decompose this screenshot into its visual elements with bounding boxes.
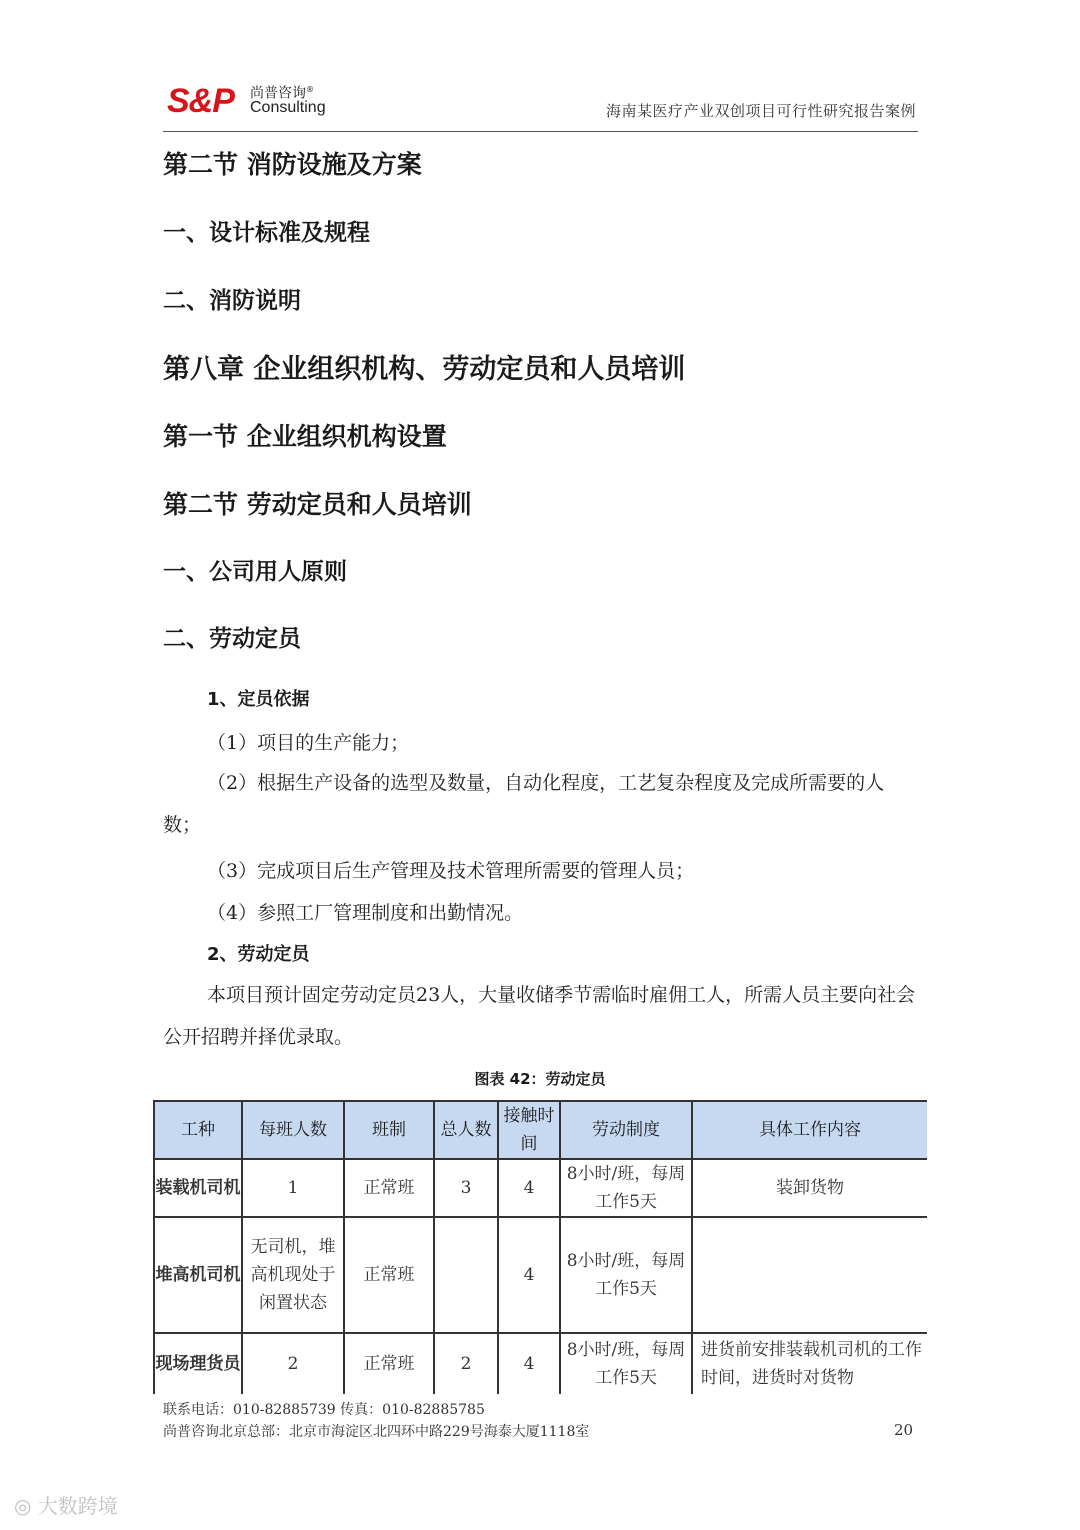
cell-work-content: 进货前安排装载机司机的工作时间，进货时对货物 xyxy=(692,1333,927,1394)
subheading-hiring-principle: 一、公司用人原则 xyxy=(163,559,347,585)
table-row xyxy=(154,1217,927,1333)
subheading-design-standards: 一、设计标准及规程 xyxy=(163,220,370,246)
subheading-fire-description: 二、消防说明 xyxy=(163,288,301,314)
cell-contact-time: 4 xyxy=(498,1217,560,1333)
basis-item: （3）完成项目后生产管理及技术管理所需要的管理人员； xyxy=(207,860,695,882)
basis-item: （1）项目的生产能力； xyxy=(207,732,410,754)
basis-item: （2）根据生产设备的选型及数量，自动化程度，工艺复杂程度及完成所需要的人数； xyxy=(163,772,885,836)
header-work-content: 具体工作内容 xyxy=(692,1101,927,1159)
cell-work-content: 装卸货物 xyxy=(692,1159,927,1217)
page-header xyxy=(163,70,918,132)
chapter-heading: 第八章 企业组织机构、劳动定员和人员培训 xyxy=(163,354,686,385)
header-shift-system: 班制 xyxy=(344,1101,434,1159)
quota-paragraph: 本项目预计固定劳动定员23人，大量收储季节需临时雇佣工人，所需人员主要向社会公开招聘并择优录取。 xyxy=(163,984,916,1048)
section-heading-labor: 第二节 劳动定员和人员培训 xyxy=(163,490,472,519)
cell-total: 2 xyxy=(434,1333,498,1394)
cell-shift-system: 正常班 xyxy=(344,1217,434,1333)
table-row xyxy=(154,1159,927,1217)
logo-chinese-name: 尚普咨询® xyxy=(250,85,314,102)
watermark-text: 大数跨境 xyxy=(37,1494,118,1518)
cell-job-type: 装载机司机 xyxy=(154,1159,242,1217)
cell-job-type: 现场理货员 xyxy=(154,1333,242,1394)
basis-heading: 1、定员依据 xyxy=(207,689,310,710)
subheading-labor-quota: 二、劳动定员 xyxy=(163,626,301,652)
header-per-shift: 每班人数 xyxy=(242,1101,344,1159)
footer-contact: 联系电话：010-82885739 传真：010-82885785 xyxy=(163,1402,485,1418)
cell-total xyxy=(434,1217,498,1333)
cell-per-shift: 1 xyxy=(242,1159,344,1217)
header-total: 总人数 xyxy=(434,1101,498,1159)
cell-job-type: 堆高机司机 xyxy=(154,1217,242,1333)
footer-address: 尚普咨询北京总部：北京市海淀区北四环中路229号海泰大厦1118室 xyxy=(163,1424,590,1440)
section-heading-org: 第一节 企业组织机构设置 xyxy=(163,422,447,451)
cell-shift-system: 正常班 xyxy=(344,1333,434,1394)
basis-item: （4）参照工厂管理制度和出勤情况。 xyxy=(207,902,524,924)
cell-labor-system: 8小时/班，每周工作5天 xyxy=(560,1333,692,1394)
section-heading-fire: 第二节 消防设施及方案 xyxy=(163,150,422,179)
table-caption: 图表 42：劳动定员 xyxy=(474,1070,606,1088)
logo-english-name: Consulting xyxy=(250,99,326,116)
cell-contact-time: 4 xyxy=(498,1333,560,1394)
cell-total: 3 xyxy=(434,1159,498,1217)
cell-shift-system: 正常班 xyxy=(344,1159,434,1217)
logo-mark: S&P xyxy=(167,82,234,120)
cell-labor-system: 8小时/班，每周工作5天 xyxy=(560,1159,692,1217)
report-title: 海南某医疗产业双创项目可行性研究报告案例 xyxy=(605,102,916,120)
watermark-logo-icon: ◎ xyxy=(14,1494,38,1518)
header-labor-system: 劳动制度 xyxy=(560,1101,692,1159)
cell-contact-time: 4 xyxy=(498,1159,560,1217)
cell-per-shift: 无司机，堆高机现处于闲置状态 xyxy=(242,1217,344,1333)
labor-quota-table xyxy=(153,1100,927,1394)
header-contact-time: 接触时间 xyxy=(498,1101,560,1159)
cell-per-shift: 2 xyxy=(242,1333,344,1394)
table-header-row xyxy=(154,1101,927,1159)
quota-heading: 2、劳动定员 xyxy=(207,944,310,965)
header-job-type: 工种 xyxy=(154,1101,242,1159)
cell-labor-system: 8小时/班，每周工作5天 xyxy=(560,1217,692,1333)
page-number: 20 xyxy=(894,1421,914,1439)
table-row xyxy=(154,1333,927,1394)
cell-work-content xyxy=(692,1217,927,1333)
watermark xyxy=(14,1490,118,1519)
